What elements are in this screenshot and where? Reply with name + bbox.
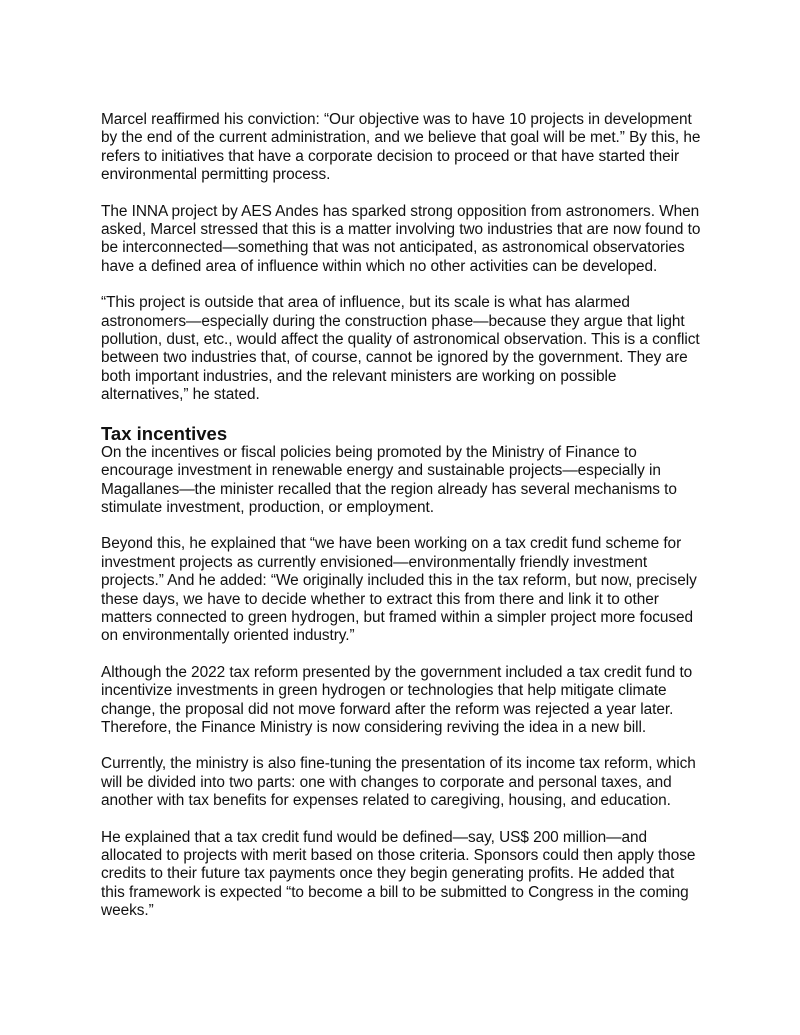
paragraph-inna-project: The INNA project by AES Andes has sparked strong opposition from astronomers. When asked, Marcel stressed that this is a matter involving two industries that are now found to be interconnected—something that was not anticipated, as astronomical observatories have a defined area of influence within which no other activities can be developed. xyxy=(101,202,701,275)
paragraph-objective: Marcel reaffirmed his conviction: “Our objective was to have 10 projects in development by the end of the current administration, and we believe that goal will be met.” By this, he refers to initiatives that have a corporate decision to proceed or that have started their environmental permitting process. xyxy=(101,111,701,184)
paragraph-credit-fund-definition: He explained that a tax credit fund would be defined—say, US$ 200 million—and allocated to projects with merit based on those criteria. Sponsors could then apply those credits to their future tax payments once they begin generating profits. He added that this framework is expected “to become a bill to be submitted to Congress in the coming weeks.” xyxy=(101,828,696,920)
paragraph-income-tax-reform: Currently, the ministry is also fine-tuning the presentation of its income tax reform, which will be divided into two parts: one with changes to corporate and personal taxes, and another with tax benefits for expenses related to caregiving, housing, and education. xyxy=(101,755,696,810)
section-heading-tax-incentives: Tax incentives xyxy=(101,422,228,444)
paragraph-tax-credit-scheme: Beyond this, he explained that “we have been working on a tax credit fund scheme for investment projects as currently envisioned—environmentally friendly investment projects.” And he added: “We originally included this in the tax reform, but now, precisely these days, we have to decide whether to extract this from there and link it to other matters connected to green hydrogen, but framed within a simpler project more focused on environmentally oriented industry.” xyxy=(101,535,697,645)
paragraph-area-of-influence: “This project is outside that area of influence, but its scale is what has alarmed astronomers—especially during the construction phase—because they argue that light pollution, dust, etc., would affect the quality of astronomical observation. This is a conflict between two industries that, of course, cannot be ignored by the government. They are both important industries, and the relevant ministers are working on possible alternatives,” he stated. xyxy=(101,294,700,404)
paragraph-2022-reform: Although the 2022 tax reform presented by the government included a tax credit fund to incentivize investments in green hydrogen or technologies that help mitigate climate change, the proposal did not move forward after the reform was rejected a year later. Therefore, the Finance Ministry is now considering reviving the idea in a new bill. xyxy=(101,663,693,736)
document-page xyxy=(101,111,701,939)
paragraph-fiscal-policies: On the incentives or fiscal policies being promoted by the Ministry of Finance to encourage investment in renewable energy and sustainable projects—especially in Magallanes—the minister recalled that the region already has several mechanisms to stimulate investment, production, or employment. xyxy=(101,443,677,516)
